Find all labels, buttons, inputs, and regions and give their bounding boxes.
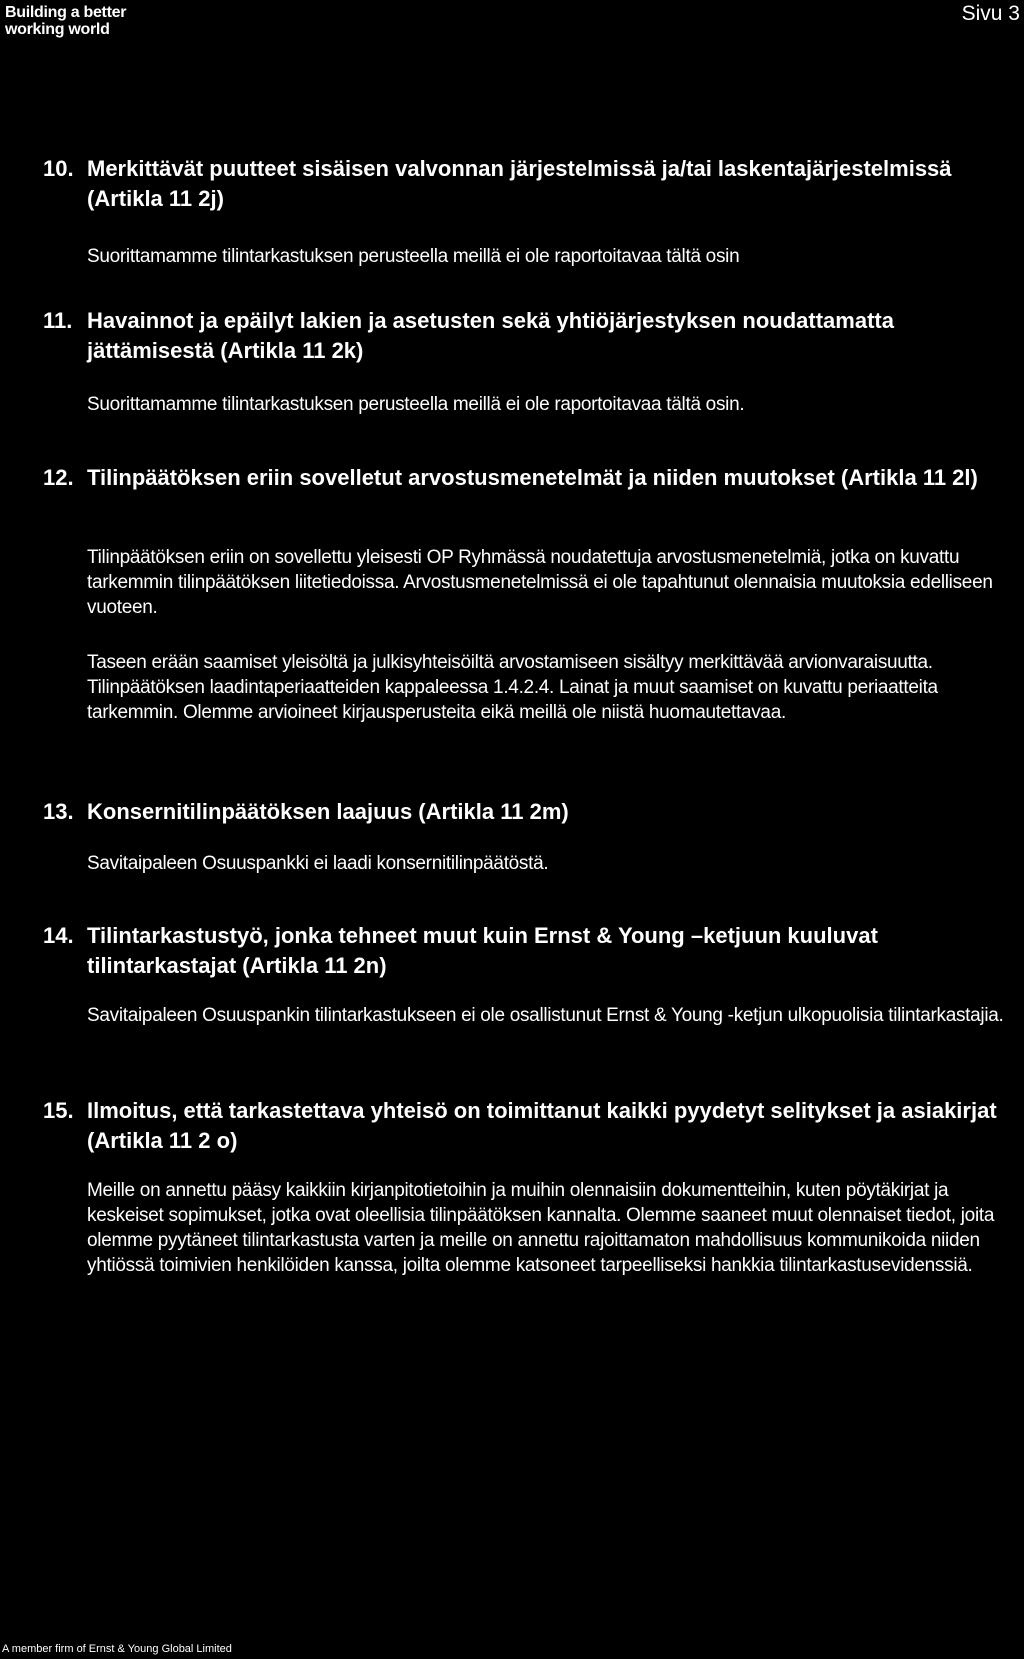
section-paragraph: Suorittamamme tilintarkastuksen perusteella meillä ei ole raportoitavaa tältä osin <box>87 246 740 267</box>
section-paragraph: Savitaipaleen Osuuspankki ei laadi konsernitilinpäätöstä. <box>87 853 549 874</box>
section-paragraph: Taseen erään saamiset yleisöltä ja julkisyhteisöiltä arvostamiseen sisältyy merkittävää arvionvaraisuutta. Tilinpäätöksen laadintaperiaatteiden kappaleessa 1.4.2.4. Lainat ja muut saamiset on kuvattu periaatteita tarkemmin. Olemme arvioineet kirjausperusteita eikä meillä ole niistä huomautettavaa. <box>87 652 938 723</box>
section-number: 15. <box>43 1098 74 1123</box>
section-number: 13. <box>43 799 74 824</box>
footer-legal-text: A member firm of Ernst & Young Global Limited <box>2 1643 232 1655</box>
section-paragraph: Suorittamamme tilintarkastuksen perusteella meillä ei ole raportoitavaa tältä osin. <box>87 394 745 415</box>
page-number: Sivu 3 <box>961 2 1020 25</box>
section-heading: Ilmoitus, että tarkastettava yhteisö on toimittanut kaikki pyydetyt selitykset ja asiakirjat (Artikla 11 2 o) <box>87 1098 997 1153</box>
section-paragraph: Meille on annettu pääsy kaikkiin kirjanpitotietoihin ja muihin olennaisiin dokumentteihin, kuten pöytäkirjat ja keskeiset sopimukset, jotka ovat oleellisia tilinpäätöksen kannalta. Olemme saaneet muut olennaiset tiedot, joita olemme pyytäneet tilintarkastusta varten ja meille on annettu rajoittamaton mahdollisuus kommunikoida niiden yhtiössä toimivien henkilöiden kanssa, joilta olemme katsoneet tarpeelliseksi hankkia tilintarkastusevidenssiä. <box>87 1180 995 1276</box>
brand-tagline-line1: Building a better <box>5 4 127 21</box>
brand-tagline <box>5 4 126 38</box>
section-number: 10. <box>43 156 74 181</box>
section-paragraph: Savitaipaleen Osuuspankin tilintarkastukseen ei ole osallistunut Ernst & Young -ketjun ulkopuolisia tilintarkastajia. <box>87 1005 1004 1026</box>
section-paragraph: Tilinpäätöksen eriin on sovellettu yleisesti OP Ryhmässä noudatettuja arvostusmenetelmiä, jotka on kuvattu tarkemmin tilinpäätöksen liitetiedoissa. Arvostusmenetelmissä ei ole tapahtunut olennaisia muutoksia edelliseen vuoteen. <box>87 547 993 618</box>
section-heading: Tilintarkastustyö, jonka tehneet muut kuin Ernst & Young –ketjuun kuuluvat tilintarkastajat (Artikla 11 2n) <box>87 923 878 978</box>
section-heading: Havainnot ja epäilyt lakien ja asetusten sekä yhtiöjärjestyksen noudattamatta jättämisestä (Artikla 11 2k) <box>87 308 894 363</box>
section-heading: Tilinpäätöksen eriin sovelletut arvostusmenetelmät ja niiden muutokset (Artikla 11 2l) <box>87 465 978 490</box>
section-number: 11. <box>43 308 73 333</box>
section-heading: Merkittävät puutteet sisäisen valvonnan järjestelmissä ja/tai laskentajärjestelmissä (Artikla 11 2j) <box>87 156 952 211</box>
brand-tagline-line2: working world <box>5 21 110 38</box>
section-number: 12. <box>43 465 74 490</box>
section-number: 14. <box>43 923 74 948</box>
section-heading: Konsernitilinpäätöksen laajuus (Artikla 11 2m) <box>87 799 569 824</box>
